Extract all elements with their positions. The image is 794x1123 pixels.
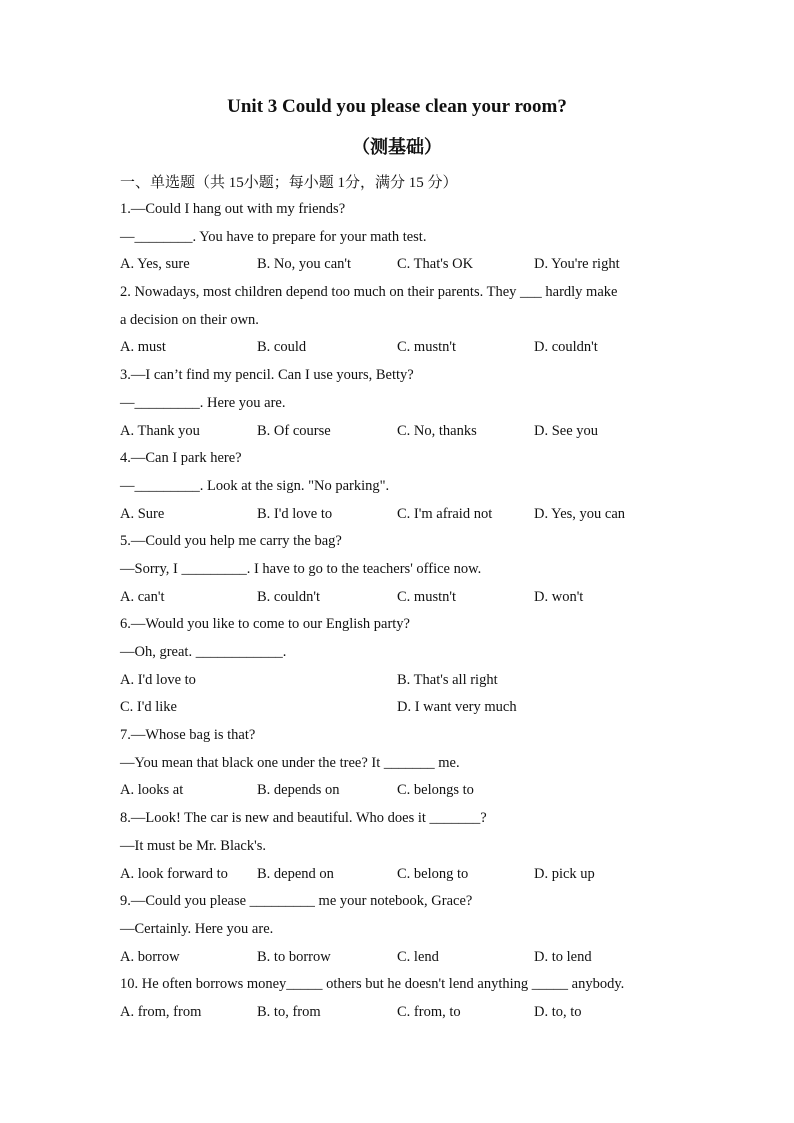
- answer-option: A. look forward to: [120, 865, 228, 882]
- question-stem: 7.—Whose bag is that?: [120, 727, 256, 744]
- question-response: —It must be Mr. Black's.: [120, 837, 266, 854]
- page-subtitle: （测基础）: [352, 137, 442, 157]
- question-3: [120, 362, 680, 445]
- question-stem: 2. Nowadays, most children depend too much on their parents. They ___ hardly make: [120, 284, 618, 301]
- question-stem: 10. He often borrows money_____ others but he doesn't lend anything _____ anybody.: [120, 976, 625, 993]
- options-row: [120, 584, 680, 612]
- question-response: —Oh, great. ____________.: [120, 644, 287, 660]
- answer-option: C. belongs to: [397, 782, 474, 799]
- answer-option: D. pick up: [534, 865, 595, 882]
- options-row: [120, 418, 680, 446]
- answer-option: A. from, from: [120, 1003, 202, 1020]
- answer-option: A. Thank you: [120, 422, 200, 439]
- options-row: [120, 861, 680, 889]
- answer-option: B. No, you can't: [257, 256, 352, 273]
- answer-option: D. to, to: [534, 1003, 582, 1020]
- question-5: [120, 528, 680, 611]
- answer-option: D. See you: [534, 422, 599, 439]
- answer-option: C. That's OK: [397, 256, 474, 273]
- question-response: —Sorry, I _________. I have to go to the teachers' office now.: [120, 560, 482, 577]
- question-10: [120, 971, 680, 1026]
- answer-option: A. must: [120, 339, 166, 356]
- options-row: [120, 694, 680, 722]
- answer-option: D. I want very much: [397, 699, 517, 716]
- question-stem: 9.—Could you please _________ me your notebook, Grace?: [120, 893, 473, 910]
- question-1: [120, 196, 680, 279]
- answer-option: A. can't: [120, 588, 165, 605]
- answer-option: B. I'd love to: [257, 505, 333, 522]
- question-4: [120, 445, 680, 528]
- question-response: —You mean that black one under the tree? It _______ me.: [120, 754, 460, 771]
- answer-option: C. belong to: [397, 865, 469, 882]
- question-response: —________. You have to prepare for your math test.: [120, 228, 427, 245]
- options-row: [120, 777, 680, 805]
- answer-option: C. No, thanks: [397, 422, 477, 439]
- question-response: —Certainly. Here you are.: [120, 920, 274, 937]
- answer-option: C. mustn't: [397, 339, 457, 356]
- question-6: [120, 611, 680, 722]
- question-7: [120, 722, 680, 805]
- question-stem: 6.—Would you like to come to our English party?: [120, 616, 410, 633]
- answer-option: A. Yes, sure: [120, 256, 190, 273]
- question-stem: 4.—Can I park here?: [120, 450, 242, 467]
- answer-option: D. to lend: [534, 948, 592, 965]
- options-row: [120, 944, 680, 972]
- answer-option: D. couldn't: [534, 339, 598, 356]
- answer-option: C. from, to: [397, 1003, 461, 1020]
- answer-option: B. Of course: [257, 422, 331, 439]
- section-heading: 一、单选题（共 15小题；每小题 1分，满分 15 分）: [120, 175, 458, 191]
- answer-option: B. That's all right: [397, 671, 498, 688]
- page-title: Unit 3 Could you please clean your room?: [227, 96, 567, 117]
- options-row: [120, 667, 680, 695]
- answer-option: B. couldn't: [257, 588, 321, 605]
- answer-option: A. Sure: [120, 505, 165, 522]
- answer-option: C. mustn't: [397, 588, 457, 605]
- options-row: [120, 334, 680, 362]
- answer-option: C. I'd like: [120, 699, 177, 716]
- question-stem: 1.—Could I hang out with my friends?: [120, 201, 346, 217]
- options-row: [120, 999, 680, 1027]
- options-row: [120, 251, 680, 279]
- answer-option: D. won't: [534, 588, 584, 605]
- question-8: [120, 805, 680, 888]
- options-row: [120, 501, 680, 529]
- question-stem: 5.—Could you help me carry the bag?: [120, 533, 342, 550]
- answer-option: B. could: [257, 339, 307, 356]
- answer-option: A. looks at: [120, 782, 184, 799]
- question-9: [120, 888, 680, 971]
- question-stem: 3.—I can’t find my pencil. Can I use yours, Betty?: [120, 367, 414, 384]
- question-stem: 8.—Look! The car is new and beautiful. Who does it _______?: [120, 810, 487, 827]
- answer-option: D. You're right: [534, 256, 620, 273]
- answer-option: B. to borrow: [257, 948, 331, 965]
- question-list: [120, 196, 680, 1027]
- answer-option: B. depend on: [257, 865, 334, 882]
- answer-option: A. I'd love to: [120, 671, 196, 688]
- question-2: [120, 279, 680, 362]
- answer-option: D. Yes, you can: [534, 505, 626, 522]
- answer-option: C. lend: [397, 948, 439, 965]
- answer-option: B. depends on: [257, 782, 340, 799]
- question-response: —_________. Look at the sign. "No parking".: [120, 477, 390, 494]
- answer-option: A. borrow: [120, 948, 180, 965]
- question-response: —_________. Here you are.: [120, 394, 286, 411]
- answer-option: B. to, from: [257, 1003, 321, 1020]
- answer-option: C. I'm afraid not: [397, 505, 493, 522]
- question-response: a decision on their own.: [120, 311, 259, 328]
